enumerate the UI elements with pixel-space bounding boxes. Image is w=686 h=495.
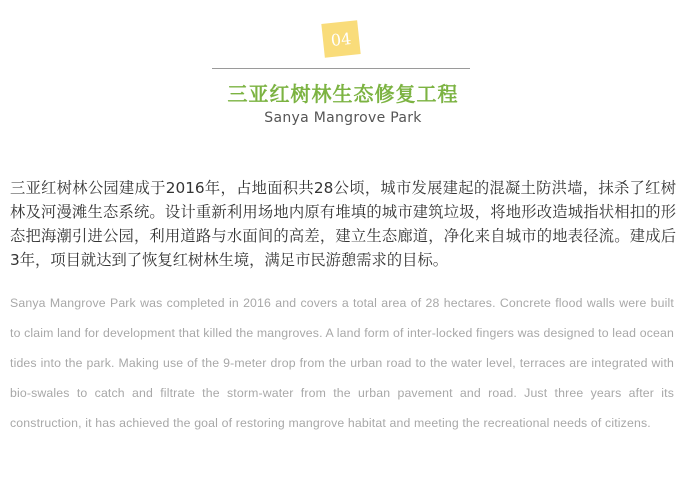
body-paragraph-chinese: 三亚红树林公园建成于2016年，占地面积共28公顷，城市发展建起的混凝土防洪墙，抹杀了红树林及河漫滩生态系统。设计重新利用场地内原有堆填的城市建筑垃圾，将地形改造城指状相扣的形态把海潮引进公园，利用道路与水面间的高差，建立生态廊道，净化来自城市的地表径流。建成后3年，项目就达到了恢复红树林生境，满足市民游憩需求的目标。 bbox=[10, 179, 676, 269]
section-title-chinese: 三亚红树林生态修复工程 bbox=[227, 82, 459, 106]
section-number: 04 bbox=[329, 28, 353, 50]
section-number-badge bbox=[321, 20, 360, 58]
section-title-english: Sanya Mangrove Park bbox=[264, 110, 422, 126]
body-paragraph-english: Sanya Mangrove Park was completed in 2016 and covers a total area of 28 hectares. Concrete flood walls were built to claim land for development that killed the mangroves. A land form of inter-locked fingers was designed to lead ocean tides into the park. Making use of the 9-meter drop from the urban road to the water level, terraces are integrated with bio-swales to catch and filtrate the storm-water from the urban pavement and road. Just three years after its construction, it has achieved the goal of restoring mangrove habitat and meeting the recreational needs of citizens. bbox=[10, 296, 674, 430]
divider-line bbox=[212, 68, 470, 69]
